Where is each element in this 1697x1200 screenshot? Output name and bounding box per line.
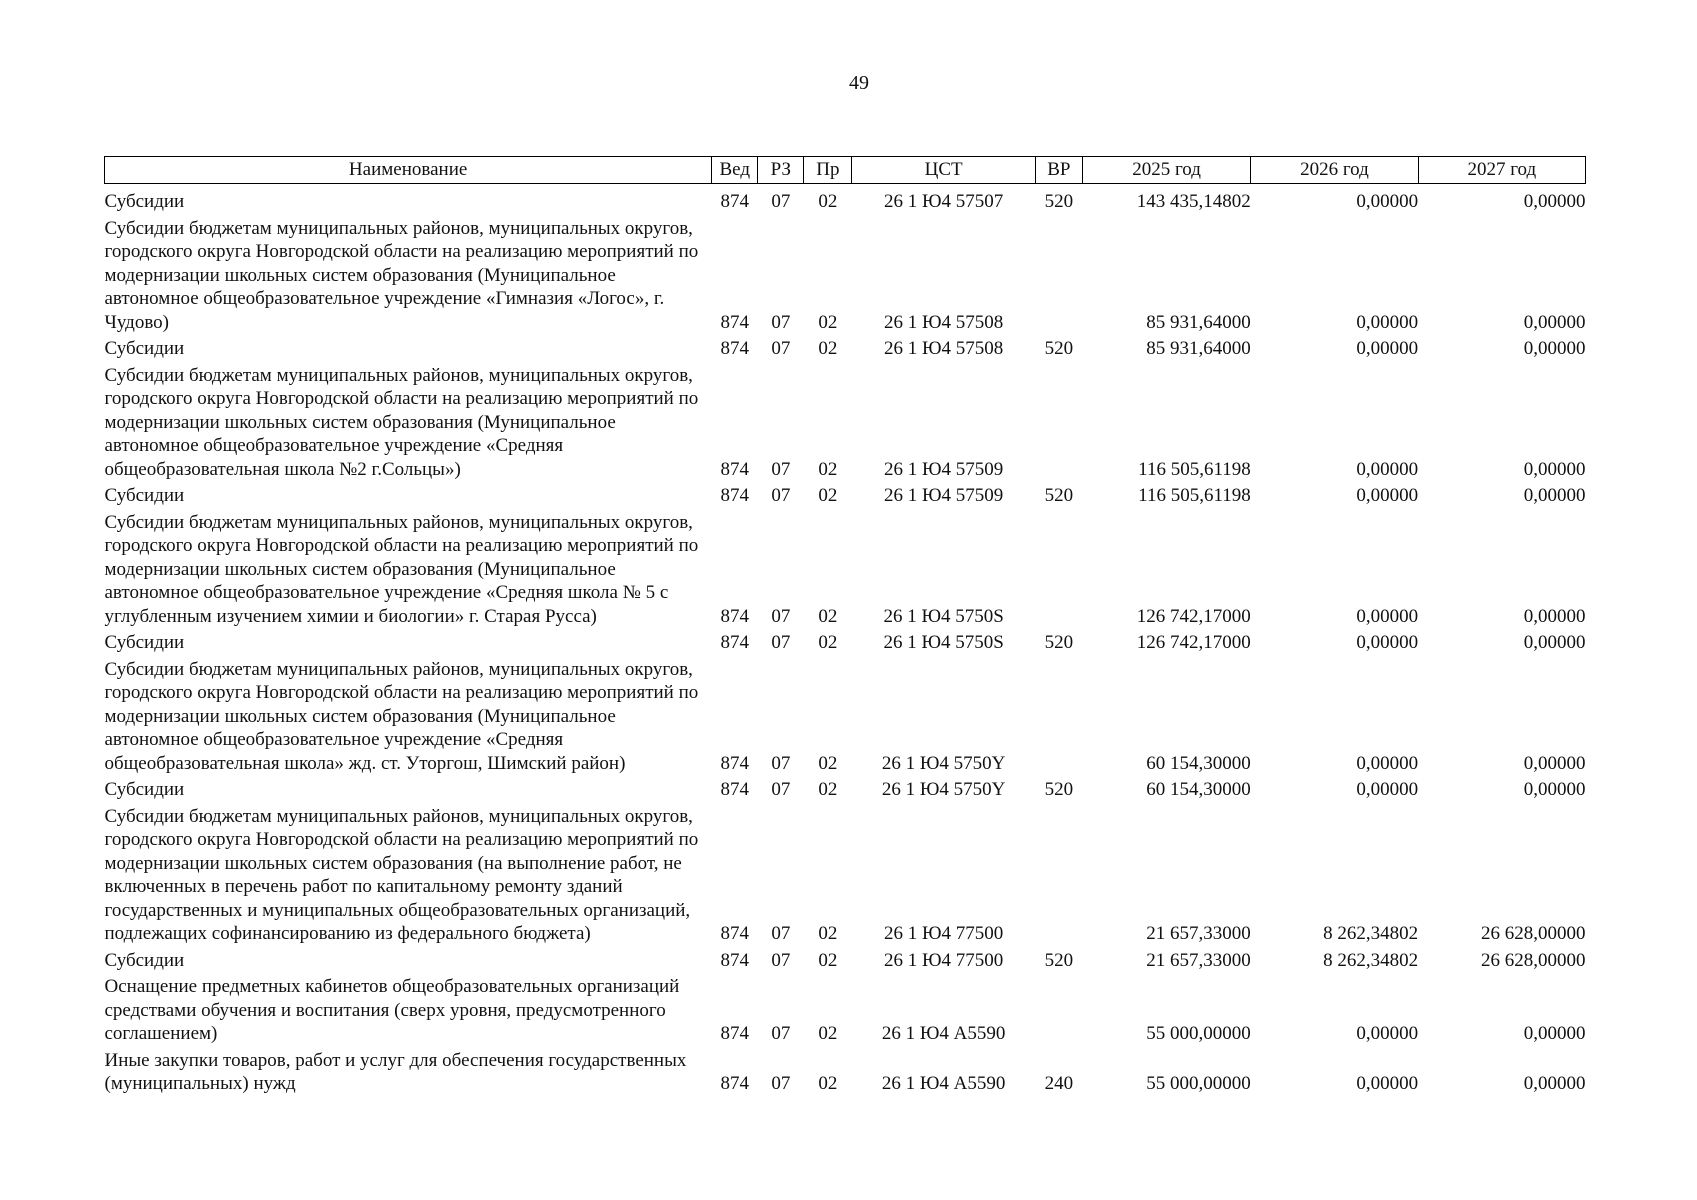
row-cst: 26 1 Ю4 5750S: [883, 632, 1004, 653]
row-ved: 874: [720, 311, 749, 333]
row-cst: 26 1 Ю4 5750Y: [881, 752, 1006, 774]
row-rz: 07: [771, 1073, 791, 1094]
row-vr: 520: [1044, 779, 1074, 800]
table-body: [105, 184, 1586, 1096]
row-name: Субсидии: [104, 338, 185, 359]
row-pr: 02: [818, 779, 838, 800]
row-2027: 0,00000: [1523, 1023, 1586, 1044]
row-2027: 0,00000: [1523, 485, 1586, 506]
row-name: Субсидии: [104, 485, 185, 506]
row-rz: 07: [771, 605, 791, 627]
row-2025: 21 657,33000: [1146, 923, 1251, 944]
row-rz: 07: [771, 923, 791, 944]
row-pr: 02: [818, 752, 838, 774]
table-row: [105, 508, 1586, 629]
table-row: [105, 481, 1586, 508]
header-2026: 2026 год: [1251, 157, 1418, 184]
row-2026: 0,00000: [1356, 752, 1419, 774]
row-2025: 21 657,33000: [1146, 949, 1251, 971]
row-vr: [1035, 361, 1082, 482]
row-2026: 8 262,34802: [1323, 949, 1419, 971]
row-vr: [1035, 972, 1082, 1046]
row-cst: 26 1 Ю4 5750Y: [881, 779, 1006, 800]
row-vr: 520: [1044, 191, 1074, 212]
row-2025: 60 154,30000: [1146, 779, 1251, 800]
row-ved: 874: [720, 949, 749, 971]
row-2026: 0,00000: [1356, 1073, 1419, 1094]
row-vr: 520: [1044, 632, 1074, 653]
row-2026: 0,00000: [1356, 458, 1419, 480]
row-2025: 116 505,61198: [1138, 485, 1251, 506]
table-row: [105, 802, 1586, 946]
row-pr: 02: [818, 949, 838, 971]
row-2026: 0,00000: [1356, 779, 1419, 800]
row-2027: 0,00000: [1523, 605, 1586, 627]
row-rz: 07: [771, 485, 791, 506]
row-name: Оснащение предметных кабинетов общеобразовательных организаций средствами обучения и воспитания (сверх уровня, предусмотренного соглашением): [104, 976, 680, 1044]
row-cst: 26 1 Ю4 А5590: [881, 1073, 1006, 1094]
row-2027: 0,00000: [1523, 311, 1586, 333]
row-name: Субсидии бюджетам муниципальных районов, муниципальных округов, городского округа Новгородской области на реализацию мероприятий по модернизации школьных систем образования (Муниципальное автономное общеобразовательное учреждение «Средняя школа № 5 с углубленным изучением химии и биологии» г. Старая Русса): [104, 511, 699, 627]
table-row: [105, 946, 1586, 973]
row-vr: 240: [1044, 1073, 1074, 1094]
row-ved: 874: [720, 605, 749, 627]
page-number: 49: [849, 72, 869, 94]
row-ved: 874: [720, 485, 749, 506]
row-pr: 02: [818, 1023, 838, 1044]
header-2027: 2027 год: [1418, 157, 1585, 184]
row-ved: 874: [720, 458, 749, 480]
table-row: [105, 628, 1586, 655]
row-pr: 02: [818, 338, 838, 359]
row-rz: 07: [771, 458, 791, 480]
row-ved: 874: [720, 923, 749, 944]
row-2027: 26 628,00000: [1481, 949, 1586, 971]
row-ved: 874: [720, 338, 749, 359]
row-2027: 0,00000: [1523, 338, 1586, 359]
row-vr: [1035, 214, 1082, 335]
table-row: [105, 655, 1586, 776]
header-cst: ЦСТ: [852, 157, 1035, 184]
row-name: Субсидии: [104, 191, 185, 212]
row-ved: 874: [720, 1023, 749, 1044]
row-rz: 07: [771, 338, 791, 359]
row-2026: 0,00000: [1356, 605, 1419, 627]
row-2025: 85 931,64000: [1146, 311, 1251, 333]
row-pr: 02: [818, 485, 838, 506]
row-cst: 26 1 Ю4 57508: [884, 311, 1004, 333]
budget-table: [104, 156, 1586, 1096]
row-pr: 02: [818, 1073, 838, 1094]
row-2027: 0,00000: [1523, 191, 1586, 212]
row-2026: 0,00000: [1356, 1023, 1419, 1044]
row-vr: 520: [1044, 485, 1074, 506]
row-rz: 07: [771, 311, 791, 333]
row-2026: 8 262,34802: [1323, 923, 1419, 944]
table-row: [105, 361, 1586, 482]
row-name: Субсидии: [104, 779, 185, 800]
row-vr: [1035, 508, 1082, 629]
row-rz: 07: [771, 191, 791, 212]
row-vr: [1035, 655, 1082, 776]
row-name: Субсидии бюджетам муниципальных районов, муниципальных округов, городского округа Новгородской области на реализацию мероприятий по модернизации школьных систем образования (Муниципальное автономное общеобразовательное учреждение «Средняя общеобразовательная школа» жд. ст. Уторгош, Шимский район): [104, 658, 699, 774]
table-row: [105, 1046, 1586, 1096]
row-cst: 26 1 Ю4 77500: [884, 949, 1004, 971]
row-2026: 0,00000: [1356, 311, 1419, 333]
row-2025: 55 000,00000: [1146, 1073, 1251, 1094]
row-2025: 85 931,64000: [1146, 338, 1251, 359]
row-rz: 07: [771, 949, 791, 971]
row-2025: 116 505,61198: [1138, 458, 1251, 480]
row-2025: 55 000,00000: [1146, 1023, 1251, 1044]
row-pr: 02: [818, 458, 838, 480]
row-cst: 26 1 Ю4 57509: [884, 458, 1004, 480]
row-ved: 874: [720, 632, 749, 653]
header-ved: Вед: [712, 157, 758, 184]
row-vr: 520: [1044, 949, 1074, 971]
table-row: [105, 775, 1586, 802]
row-2027: 0,00000: [1523, 632, 1586, 653]
row-name: Субсидии бюджетам муниципальных районов, муниципальных округов, городского округа Новгородской области на реализацию мероприятий по модернизации школьных систем образования (Муниципальное автономное общеобразовательное учреждение «Средняя общеобразовательная школа №2 г.Сольцы»): [104, 364, 699, 480]
row-ved: 874: [720, 779, 749, 800]
row-cst: 26 1 Ю4 А5590: [881, 1023, 1006, 1044]
row-pr: 02: [818, 632, 838, 653]
row-2025: 126 742,17000: [1136, 605, 1251, 627]
row-2027: 0,00000: [1523, 752, 1586, 774]
header-rz: РЗ: [758, 157, 804, 184]
row-cst: 26 1 Ю4 5750S: [883, 605, 1004, 627]
row-ved: 874: [720, 191, 749, 212]
row-name: Субсидии: [104, 632, 185, 653]
row-2026: 0,00000: [1356, 338, 1419, 359]
table-row: [105, 972, 1586, 1046]
row-2027: 26 628,00000: [1481, 923, 1586, 944]
row-cst: 26 1 Ю4 57508: [884, 338, 1004, 359]
table-header-row: [105, 157, 1586, 184]
row-2025: 60 154,30000: [1146, 752, 1251, 774]
row-2025: 143 435,14802: [1136, 191, 1251, 212]
row-vr: 520: [1044, 338, 1074, 359]
row-cst: 26 1 Ю4 57509: [884, 485, 1004, 506]
row-2027: 0,00000: [1523, 458, 1586, 480]
header-vr: ВР: [1035, 157, 1082, 184]
row-vr: [1035, 802, 1082, 946]
row-2026: 0,00000: [1356, 485, 1419, 506]
row-2026: 0,00000: [1356, 191, 1419, 212]
row-2026: 0,00000: [1356, 632, 1419, 653]
row-name: Субсидии бюджетам муниципальных районов, муниципальных округов, городского округа Новгородской области на реализацию мероприятий по модернизации школьных систем образования (Муниципальное автономное общеобразовательное учреждение «Гимназия «Логос», г. Чудово): [104, 217, 699, 333]
row-pr: 02: [818, 191, 838, 212]
row-pr: 02: [818, 311, 838, 333]
table-row: [105, 184, 1586, 214]
row-rz: 07: [771, 1023, 791, 1044]
table-row: [105, 334, 1586, 361]
row-2025: 126 742,17000: [1136, 632, 1251, 653]
row-rz: 07: [771, 752, 791, 774]
row-ved: 874: [720, 1073, 749, 1094]
row-cst: 26 1 Ю4 77500: [884, 923, 1004, 944]
row-2027: 0,00000: [1523, 779, 1586, 800]
row-pr: 02: [818, 923, 838, 944]
row-pr: 02: [818, 605, 838, 627]
row-rz: 07: [771, 632, 791, 653]
row-name: Иные закупки товаров, работ и услуг для обеспечения государственных (муниципальных) нужд: [104, 1049, 687, 1094]
row-rz: 07: [771, 779, 791, 800]
row-ved: 874: [720, 752, 749, 774]
row-2027: 0,00000: [1523, 1073, 1586, 1094]
row-name: Субсидии бюджетам муниципальных районов, муниципальных округов, городского округа Новгородской области на реализацию мероприятий по модернизации школьных систем образования (на выполнение работ, не включенных в перечень работ по капитальному ремонту зданий государственных и муниципальных общеобразовательных организаций, подлежащих софинансированию из федерального бюджета): [104, 805, 699, 944]
header-name: Наименование: [105, 157, 712, 184]
table-row: [105, 214, 1586, 335]
header-2025: 2025 год: [1082, 157, 1250, 184]
header-pr: Пр: [804, 157, 852, 184]
row-name: Субсидии: [104, 949, 185, 971]
row-cst: 26 1 Ю4 57507: [884, 191, 1004, 212]
